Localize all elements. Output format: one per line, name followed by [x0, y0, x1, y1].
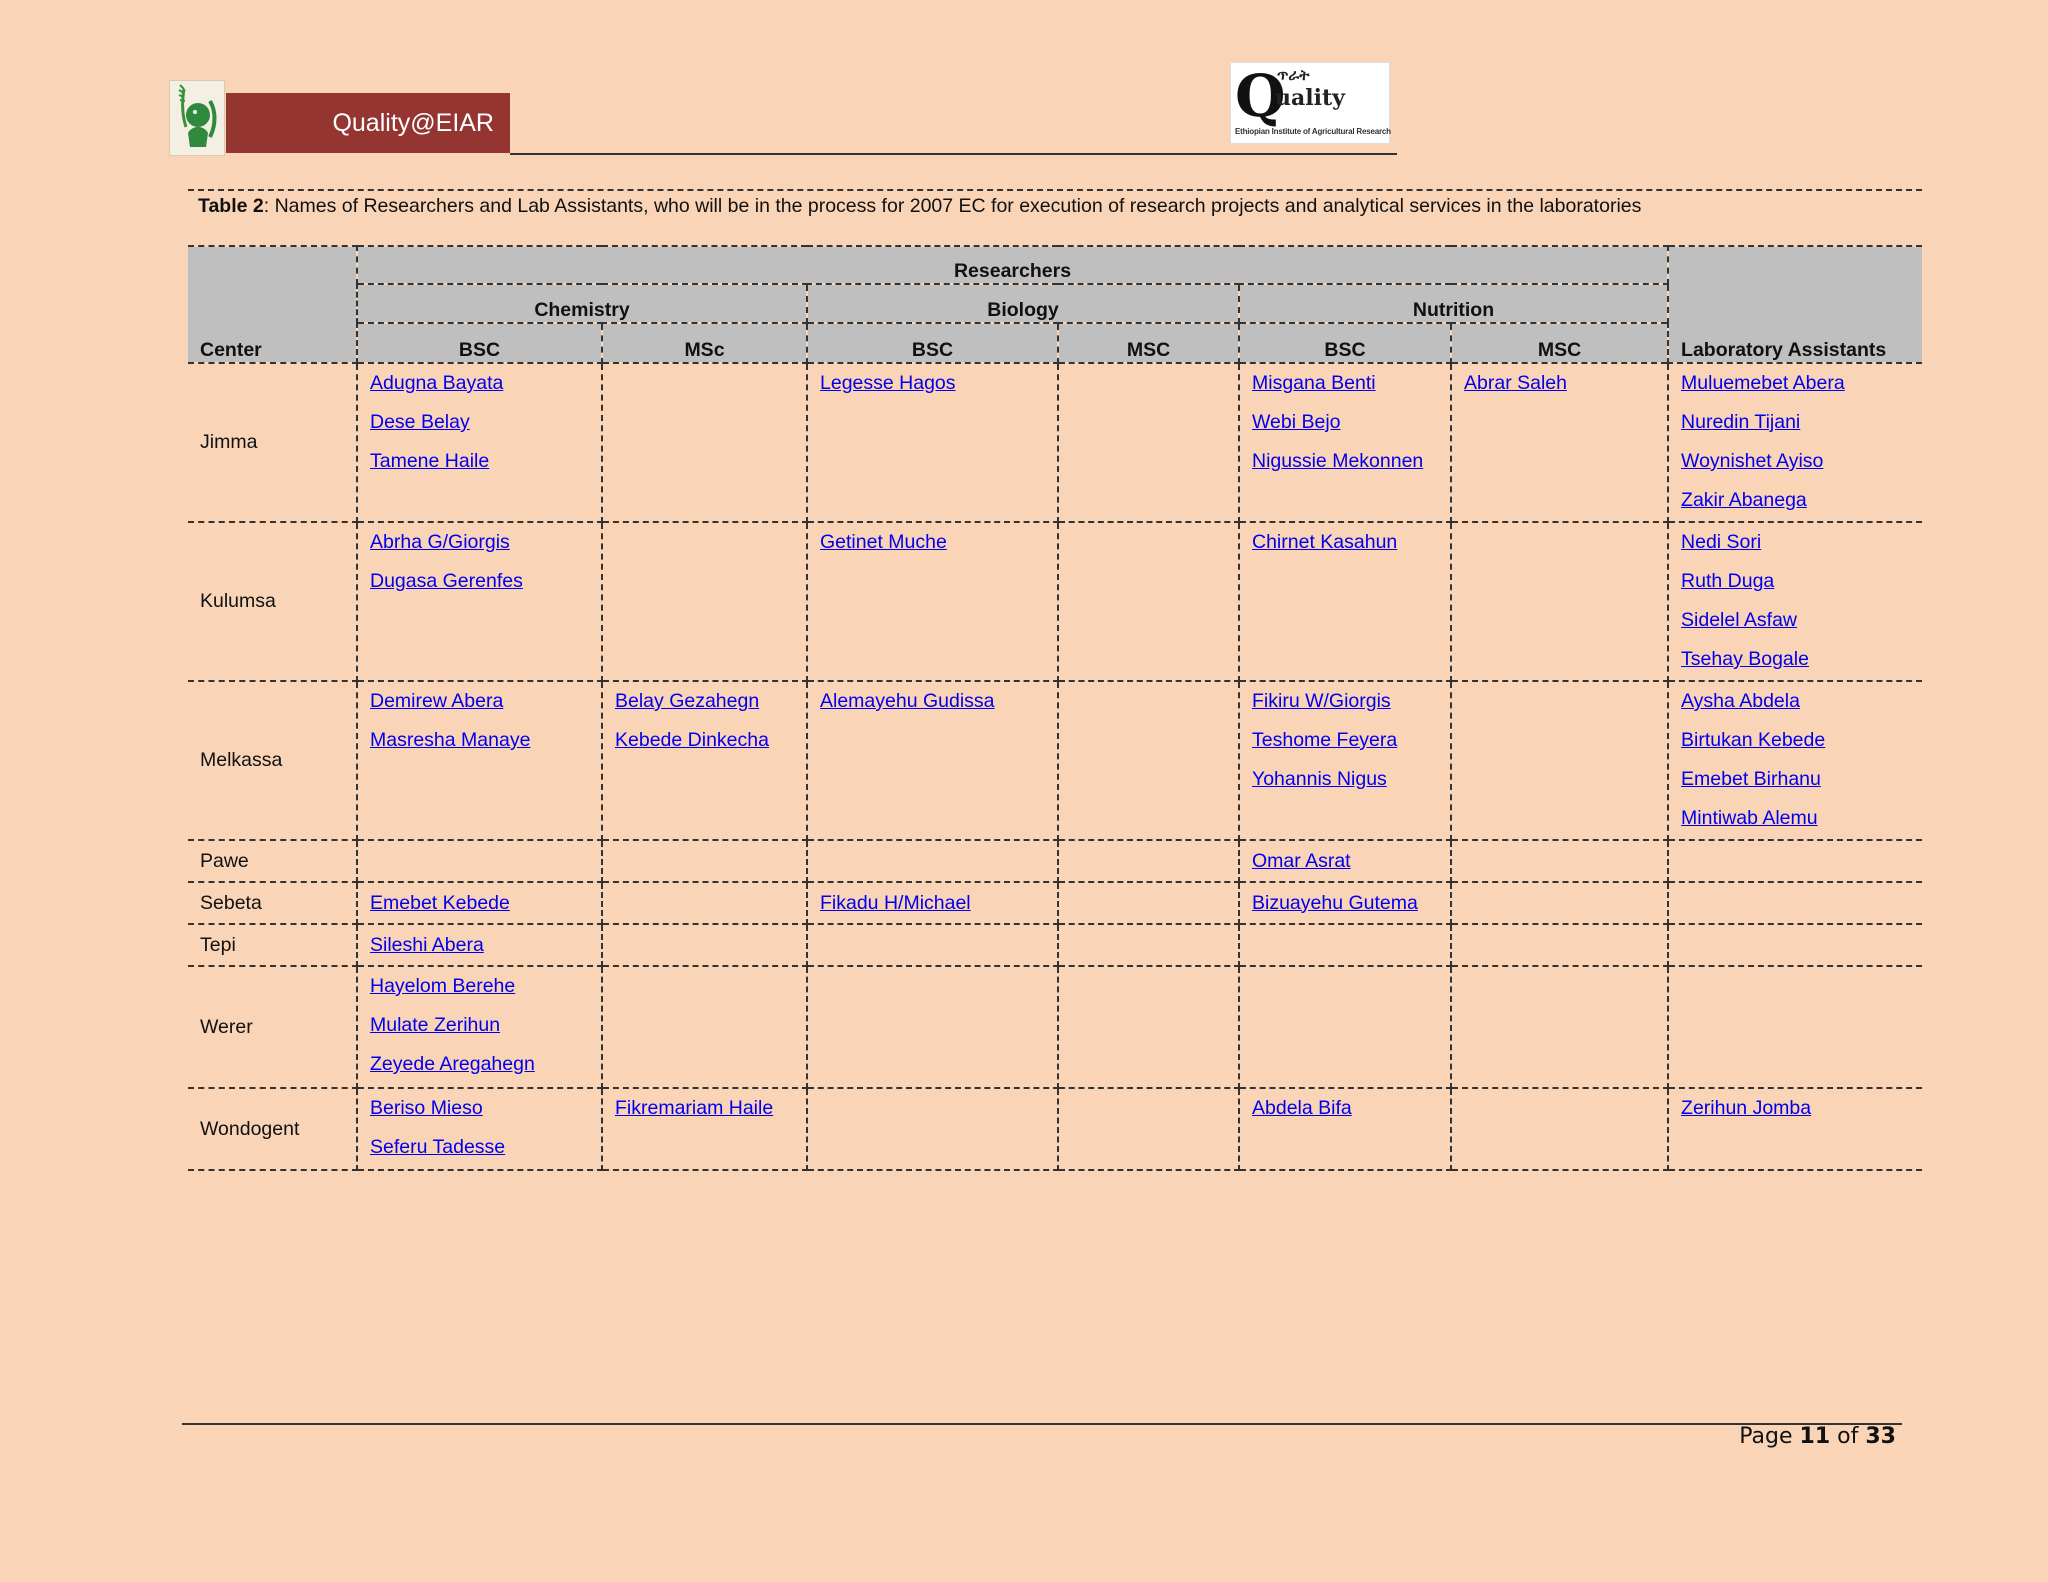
cell-nut-msc — [1451, 1088, 1668, 1170]
person-link[interactable]: Nigussie Mekonnen — [1252, 450, 1424, 472]
table-row — [188, 966, 1922, 1088]
person-link[interactable]: Bizuayehu Gutema — [1252, 891, 1418, 914]
header-chem-msc: MSc — [602, 323, 807, 363]
cell-nut-msc — [1451, 681, 1668, 840]
table-caption-label: Table 2 — [198, 195, 264, 217]
cell-lab — [1668, 840, 1922, 882]
cell-nut-msc — [1451, 840, 1668, 882]
cell-chem-bsc — [357, 681, 602, 840]
cell-bio-bsc — [807, 966, 1058, 1088]
person-link[interactable]: Hayelom Berehe — [370, 975, 516, 997]
person-link[interactable]: Yohannis Nigus — [1252, 768, 1387, 790]
cell-bio-msc — [1058, 363, 1239, 522]
table-row — [188, 363, 1922, 522]
cell-nut-msc — [1451, 363, 1668, 522]
header-rule — [510, 153, 1397, 155]
cell-bio-msc — [1058, 1088, 1239, 1170]
cell-nut-bsc — [1239, 966, 1451, 1088]
table-body — [188, 363, 1922, 1170]
header-researchers: Researchers — [357, 246, 1668, 284]
cell-lab — [1668, 522, 1922, 681]
person-link[interactable]: Abdela Bifa — [1252, 1097, 1352, 1119]
person-link[interactable]: Masresha Manaye — [370, 729, 531, 751]
person-link[interactable]: Abrha G/Giorgis — [370, 531, 510, 553]
cell-chem-msc — [602, 924, 807, 966]
person-link[interactable]: Demirew Abera — [370, 690, 504, 712]
brand-title: Quality@EIAR — [332, 108, 494, 137]
header-bio-bsc: BSC — [807, 323, 1058, 363]
researchers-table — [188, 245, 1922, 1171]
cell-nut-bsc — [1239, 1088, 1451, 1170]
center-name: Tepi — [188, 924, 357, 966]
person-link[interactable]: Chirnet Kasahun — [1252, 531, 1398, 553]
header-bio-msc: MSC — [1058, 323, 1239, 363]
center-name: Wondogent — [188, 1088, 357, 1170]
person-link[interactable]: Beriso Mieso — [370, 1097, 483, 1119]
cell-lab — [1668, 882, 1922, 924]
quality-logo-letter: Q — [1235, 62, 1286, 130]
table-row — [188, 840, 1922, 882]
cell-nut-bsc — [1239, 840, 1451, 882]
person-link[interactable]: Legesse Hagos — [820, 372, 956, 394]
person-link[interactable]: Zakir Abanega — [1681, 489, 1807, 511]
cell-nut-bsc — [1239, 924, 1451, 966]
center-name: Jimma — [188, 363, 357, 522]
person-link[interactable]: Seferu Tadesse — [370, 1136, 506, 1158]
header-chem-bsc: BSC — [357, 323, 602, 363]
quality-logo-amharic: ጥራት — [1277, 67, 1310, 84]
center-name: Pawe — [188, 840, 357, 882]
quality-logo — [1230, 62, 1390, 144]
table-row — [188, 924, 1922, 966]
cell-bio-msc — [1058, 924, 1239, 966]
cell-bio-bsc — [807, 1088, 1058, 1170]
page-total: 33 — [1865, 1424, 1896, 1449]
person-link[interactable]: Emebet Kebede — [370, 891, 510, 914]
person-link[interactable]: Getinet Muche — [820, 531, 947, 553]
person-link[interactable]: Mintiwab Alemu — [1681, 807, 1818, 829]
table-row — [188, 1088, 1922, 1170]
cell-bio-msc — [1058, 966, 1239, 1088]
person-link[interactable]: Belay Gezahegn — [615, 690, 760, 712]
person-link[interactable]: Adugna Bayata — [370, 372, 504, 394]
cell-chem-msc — [602, 966, 807, 1088]
person-link[interactable]: Fikremariam Haile — [615, 1097, 774, 1119]
cell-chem-msc — [602, 882, 807, 924]
table-row — [188, 522, 1922, 681]
person-link[interactable]: Dese Belay — [370, 411, 470, 433]
person-link[interactable]: Sileshi Abera — [370, 933, 484, 956]
brand-banner — [226, 93, 510, 153]
person-link[interactable]: Nedi Sori — [1681, 531, 1762, 553]
cell-chem-bsc — [357, 840, 602, 882]
center-name: Melkassa — [188, 681, 357, 840]
cell-bio-bsc — [807, 924, 1058, 966]
cell-chem-bsc — [357, 363, 602, 522]
person-link[interactable]: Zeyede Aregahegn — [370, 1053, 535, 1075]
table-caption — [188, 189, 1922, 245]
person-link[interactable]: Tsehay Bogale — [1681, 648, 1809, 670]
cell-nut-msc — [1451, 522, 1668, 681]
table-caption-text: : Names of Researchers and Lab Assistants, who will be in the process for 2007 EC for execution of research projects and analytical services in the laboratories — [263, 195, 1642, 217]
footer-rule — [182, 1423, 1902, 1425]
person-link[interactable]: Misgana Benti — [1252, 372, 1376, 394]
person-link[interactable]: Tamene Haile — [370, 450, 490, 472]
person-link[interactable]: Kebede Dinkecha — [615, 729, 769, 751]
table-row — [188, 882, 1922, 924]
cell-bio-bsc — [807, 840, 1058, 882]
header-biology: Biology — [807, 284, 1239, 323]
person-link[interactable]: Ruth Duga — [1681, 570, 1775, 592]
cell-bio-bsc — [807, 363, 1058, 522]
cell-chem-bsc — [357, 522, 602, 681]
quality-logo-word: uality — [1275, 85, 1345, 111]
eiar-emblem-icon — [169, 80, 225, 156]
cell-bio-msc — [1058, 882, 1239, 924]
header-nut-bsc: BSC — [1239, 323, 1451, 363]
cell-chem-msc — [602, 522, 807, 681]
cell-bio-bsc — [807, 681, 1058, 840]
cell-bio-bsc — [807, 882, 1058, 924]
cell-lab — [1668, 681, 1922, 840]
person-link[interactable]: Alemayehu Gudissa — [820, 690, 995, 712]
cell-chem-bsc — [357, 966, 602, 1088]
person-link[interactable]: Dugasa Gerenfes — [370, 570, 523, 592]
cell-bio-msc — [1058, 522, 1239, 681]
person-link[interactable]: Zerihun Jomba — [1681, 1097, 1812, 1119]
page-of-word: of — [1837, 1424, 1859, 1449]
cell-bio-bsc — [807, 522, 1058, 681]
person-link[interactable]: Webi Bejo — [1252, 411, 1341, 433]
cell-nut-bsc — [1239, 882, 1451, 924]
page-current: 11 — [1799, 1424, 1831, 1449]
person-link[interactable]: Birtukan Kebede — [1681, 729, 1826, 751]
cell-lab — [1668, 966, 1922, 1088]
cell-nut-bsc — [1239, 522, 1451, 681]
cell-chem-msc — [602, 681, 807, 840]
cell-chem-msc — [602, 1088, 807, 1170]
cell-bio-msc — [1058, 840, 1239, 882]
person-link[interactable]: Abrar Saleh — [1464, 372, 1567, 394]
cell-bio-msc — [1058, 681, 1239, 840]
page-word: Page — [1739, 1424, 1793, 1449]
person-link[interactable]: Emebet Birhanu — [1681, 768, 1821, 790]
person-link[interactable]: Nuredin Tijani — [1681, 411, 1801, 433]
person-link[interactable]: Fikiru W/Giorgis — [1252, 690, 1391, 712]
quality-logo-subtitle: Ethiopian Institute of Agricultural Research — [1235, 127, 1391, 136]
header-nutrition: Nutrition — [1239, 284, 1668, 323]
cell-chem-msc — [602, 363, 807, 522]
cell-lab — [1668, 1088, 1922, 1170]
center-name: Kulumsa — [188, 522, 357, 681]
person-link[interactable]: Mulate Zerihun — [370, 1014, 501, 1036]
cell-nut-msc — [1451, 882, 1668, 924]
center-name: Sebeta — [188, 882, 357, 924]
person-link[interactable]: Fikadu H/Michael — [820, 891, 971, 914]
cell-lab — [1668, 924, 1922, 966]
cell-nut-msc — [1451, 966, 1668, 1088]
table-row — [188, 681, 1922, 840]
header-nut-msc: MSC — [1451, 323, 1668, 363]
person-link[interactable]: Sidelel Asfaw — [1681, 609, 1798, 631]
header-center: Center — [188, 246, 357, 363]
header-chemistry: Chemistry — [357, 284, 807, 323]
header-lab-assistants: Laboratory Assistants — [1668, 246, 1922, 363]
cell-chem-bsc — [357, 882, 602, 924]
person-link[interactable]: Teshome Feyera — [1252, 729, 1398, 751]
person-link[interactable]: Woynishet Ayiso — [1681, 450, 1824, 472]
center-name: Werer — [188, 966, 357, 1088]
person-link[interactable]: Omar Asrat — [1252, 849, 1351, 872]
cell-lab — [1668, 363, 1922, 522]
person-link[interactable]: Aysha Abdela — [1681, 690, 1800, 712]
cell-nut-bsc — [1239, 363, 1451, 522]
person-link[interactable]: Muluemebet Abera — [1681, 372, 1845, 394]
cell-chem-bsc — [357, 1088, 602, 1170]
cell-nut-msc — [1451, 924, 1668, 966]
page-number — [1739, 1424, 1896, 1449]
cell-chem-bsc — [357, 924, 602, 966]
cell-chem-msc — [602, 840, 807, 882]
cell-nut-bsc — [1239, 681, 1451, 840]
